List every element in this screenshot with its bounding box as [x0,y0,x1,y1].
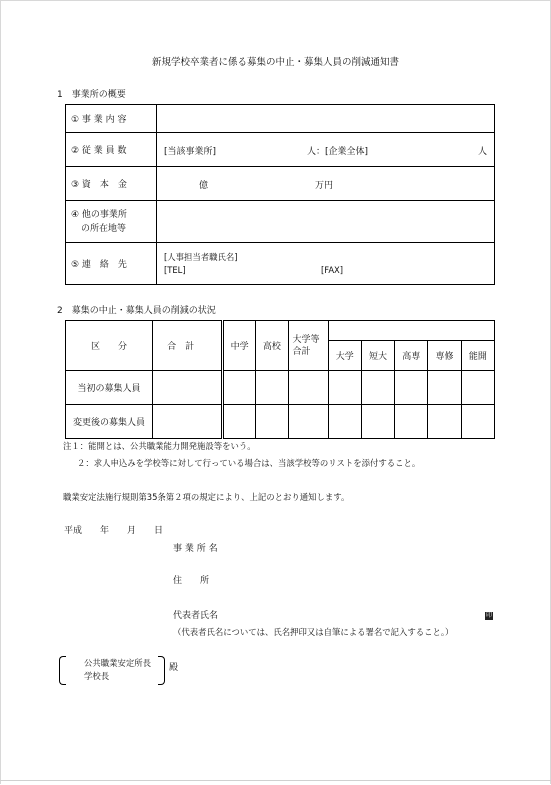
contact-label: ⑤ 連 絡 先 [66,243,157,285]
changed-cell[interactable] [256,405,288,439]
section2-heading: 2 募集の中止・募集人員の削減の状況 [57,306,216,316]
document-title: 新規学校卒業者に係る募集の中止・募集人員の削減通知書 [151,57,399,68]
capital-man-unit: 万円 [315,181,334,191]
office-overview-table [65,104,495,285]
row-initial-label: 当初の募集人員 [66,371,153,405]
recruitment-status-table [65,320,495,439]
header-junior-high: 中学 [222,321,255,371]
employees-company-label: 人：[企業全体] [307,147,369,157]
capital-oku-unit: 億 [199,181,209,191]
contact-fax-label: [FAX] [321,265,344,275]
address-label: 住 所 [173,576,210,586]
representative-note: （代表者氏名については、氏名押印又は自筆による署名で記入すること。） [173,627,454,637]
employees-label: ② 従 業 員 数 [66,133,157,167]
header-total: 合 計 [153,321,223,371]
initial-cell[interactable] [222,371,255,405]
initial-cell[interactable] [428,371,461,405]
business-content-label: ① 事 業 内 容 [66,105,157,133]
other-offices-label-line2: の所在地等 [81,223,127,234]
left-bracket [59,656,66,685]
capital-field[interactable] [157,167,495,201]
university-breakdown-header [328,321,494,341]
representative-label: 代表者氏名 [173,611,219,621]
header-university-total-line2: 合計 [292,346,311,357]
employees-unit: 人 [478,147,488,157]
changed-cell[interactable] [328,405,361,439]
header-university: 大学 [328,341,361,371]
employees-office-label: [当該事業所] [164,147,217,157]
contact-tel-label: [TEL] [164,265,186,275]
header-skills-development: 能開 [461,341,494,371]
changed-cell[interactable] [395,405,428,439]
seal-mark: 印 [485,612,492,619]
section1-heading: 1 事業所の概要 [57,90,126,100]
honorific-dono: 殿 [169,663,179,673]
changed-total-cell[interactable] [153,405,223,439]
initial-cell[interactable] [256,371,288,405]
header-kubun: 区 分 [66,321,153,371]
initial-cell[interactable] [395,371,428,405]
business-content-field[interactable] [157,105,495,133]
initial-cell[interactable] [328,371,361,405]
header-university-total-line1: 大学等 [292,334,320,345]
changed-cell[interactable] [428,405,461,439]
header-technical-college: 高専 [395,341,428,371]
capital-label: ③ 資 本 金 [66,167,157,201]
contact-person-label: [人事担当者職氏名] [164,252,238,262]
initial-total-cell[interactable] [153,371,223,405]
header-vocational: 専修 [428,341,461,371]
addressee-employment-office: 公共職業安定所長 [84,658,151,668]
contact-field[interactable] [157,243,495,285]
changed-cell[interactable] [361,405,394,439]
bottom-divider [0,780,551,781]
note-1: 注１：能開とは、公共職業能力開発施設等をいう。 [63,441,256,451]
header-university-total [288,321,328,371]
initial-cell[interactable] [288,371,328,405]
changed-cell[interactable] [461,405,494,439]
addressee-school-principal: 学校長 [84,671,110,681]
date-line[interactable]: 平成 年 月 日 [64,526,164,536]
initial-cell[interactable] [461,371,494,405]
header-high-school: 高校 [256,321,288,371]
note-2: ２：求人申込みを学校等に対して行っている場合は、当該学校等のリストを添付すること。 [77,458,421,468]
header-junior-college: 短大 [361,341,394,371]
changed-cell[interactable] [288,405,328,439]
employees-field[interactable] [157,133,495,167]
office-name-label: 事 業 所 名 [173,544,218,554]
other-offices-label-line1: ④ 他の事業所 [71,209,127,220]
statement: 職業安定法施行規則第35条第２項の規定により、上記のとおり通知します。 [63,492,350,502]
right-bracket [158,656,165,685]
row-changed-label: 変更後の募集人員 [66,405,153,439]
other-offices-field[interactable] [157,201,495,243]
other-offices-label [66,201,157,243]
changed-cell[interactable] [222,405,255,439]
initial-cell[interactable] [361,371,394,405]
